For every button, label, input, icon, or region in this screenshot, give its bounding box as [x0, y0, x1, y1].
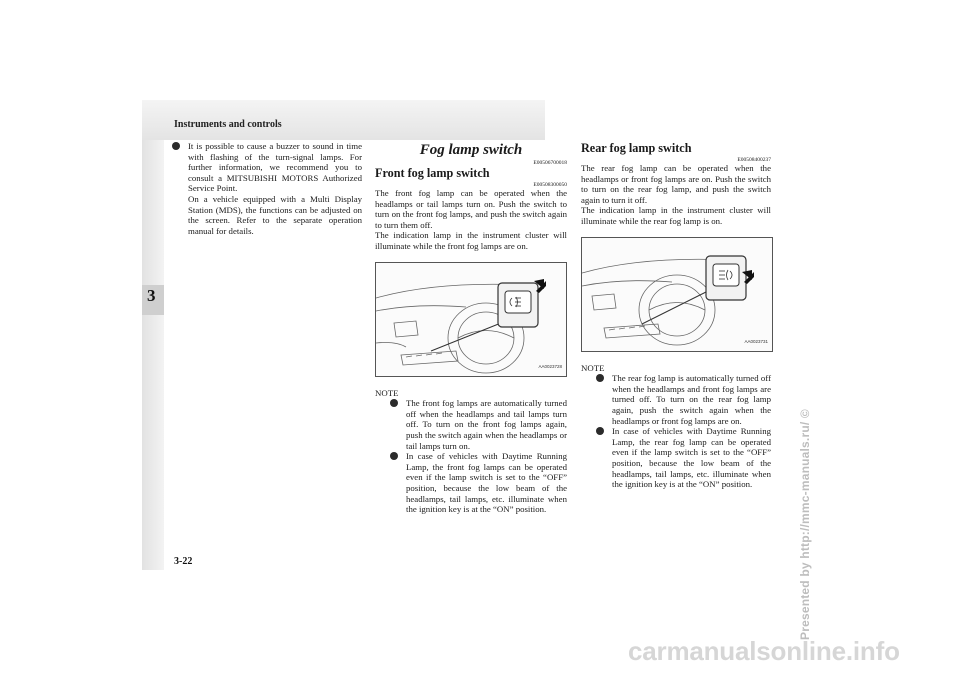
figure-code: AA0023728 — [538, 363, 562, 369]
rear-fog-heading — [581, 141, 771, 156]
rear-fog-switch-figure — [581, 237, 773, 352]
chapter-header-title: Instruments and controls — [174, 119, 282, 130]
bullet-icon — [596, 427, 604, 435]
front-fog-text-2: The indication lamp in the instrument cluster will illuminate while the front fog lamps are on. — [375, 230, 567, 251]
rear-note-list — [581, 373, 771, 490]
bullet-item — [172, 141, 362, 236]
rear-fog-text-2: The indication lamp in the instrument cluster will illuminate while the rear fog lamp is on. — [581, 205, 771, 226]
footer-site-watermark: carmanualsonline.info — [628, 636, 900, 666]
dashboard-illustration — [582, 238, 772, 351]
column-middle — [375, 141, 567, 515]
rear-fog-heading-text: Rear fog lamp switch — [581, 141, 692, 155]
chapter-tab-strip — [142, 140, 164, 570]
note-text: In case of vehicles with Daytime Running Lamp, the rear fog lamp can be operated even if the lamp switch is set to the “OFF” position, because the low beam of the headlamps, tail lamps, etc. illuminate when the ignition key is at the “ON” position. — [612, 426, 771, 490]
note-item — [596, 426, 771, 490]
bullet-icon — [390, 399, 398, 407]
dashboard-illustration — [376, 263, 566, 376]
note-item — [390, 451, 567, 515]
front-fog-code: E00508300050 — [533, 182, 567, 188]
rear-fog-text-1: The rear fog lamp can be operated when the headlamps or front fog lamps are on. Push the switch to turn on the rear fog lamp, and push the switch again to turn it off. — [581, 163, 771, 205]
front-fog-heading-text: Front fog lamp switch — [375, 166, 490, 180]
column-left — [172, 141, 362, 236]
column-right — [581, 141, 771, 490]
chapter-number: 3 — [147, 286, 156, 305]
front-fog-switch-figure — [375, 262, 567, 377]
mds-text: On a vehicle equipped with a Multi Display Station (MDS), the functions can be adjusted on the screen. Refer to the separate operation manual for details. — [188, 193, 362, 236]
section-title — [375, 141, 567, 159]
note-text: In case of vehicles with Daytime Running Lamp, the front fog lamps can be operated even if the lamp switch is set to the “OFF” position, because the low beam of the headlamps, tail lamps, etc. illuminate when the ignition key is at the “ON” position. — [406, 451, 567, 515]
note-text: The rear fog lamp is automatically turned off when the headlamps and front fog lamps are turned off. To turn on the rear fog lamp again, push the switch again when the headlamps or front fog lamps are on. — [612, 373, 771, 426]
front-fog-text-1: The front fog lamp can be operated when the headlamps or tail lamps turn on. Push the switch to turn on the front fog lamps, and push the switch again to turn them off. — [375, 188, 567, 230]
front-fog-heading — [375, 166, 567, 181]
bullet-icon — [172, 142, 180, 150]
rear-fog-code: E00508400237 — [737, 157, 771, 163]
figure-code: AA0023731 — [744, 338, 768, 344]
section-title-text: Fog lamp switch — [419, 142, 523, 158]
note-item — [390, 398, 567, 451]
note-label: NOTE — [375, 387, 399, 398]
page-number: 3-22 — [174, 556, 193, 567]
turn-signal-buzzer-text: It is possible to cause a buzzer to sound in time with flashing of the turn-signal lamps. For further information, we recommend you to consult a MITSUBISHI MOTORS Authorized Service Point. — [188, 141, 362, 194]
section-code: E00506700018 — [533, 160, 567, 166]
note-label: NOTE — [581, 362, 605, 373]
bullet-icon — [390, 452, 398, 460]
bullet-icon — [596, 374, 604, 382]
watermark-text: Presented by http://mmc-manuals.ru/ © — [798, 409, 812, 640]
note-item — [596, 373, 771, 426]
note-text: The front fog lamps are automatically turned off when the headlamps and tail lamps turn off. To turn on the front fog lamps again, push the switch again when the headlamps or tail lamps turn on. — [406, 398, 567, 451]
front-note-list — [375, 398, 567, 515]
